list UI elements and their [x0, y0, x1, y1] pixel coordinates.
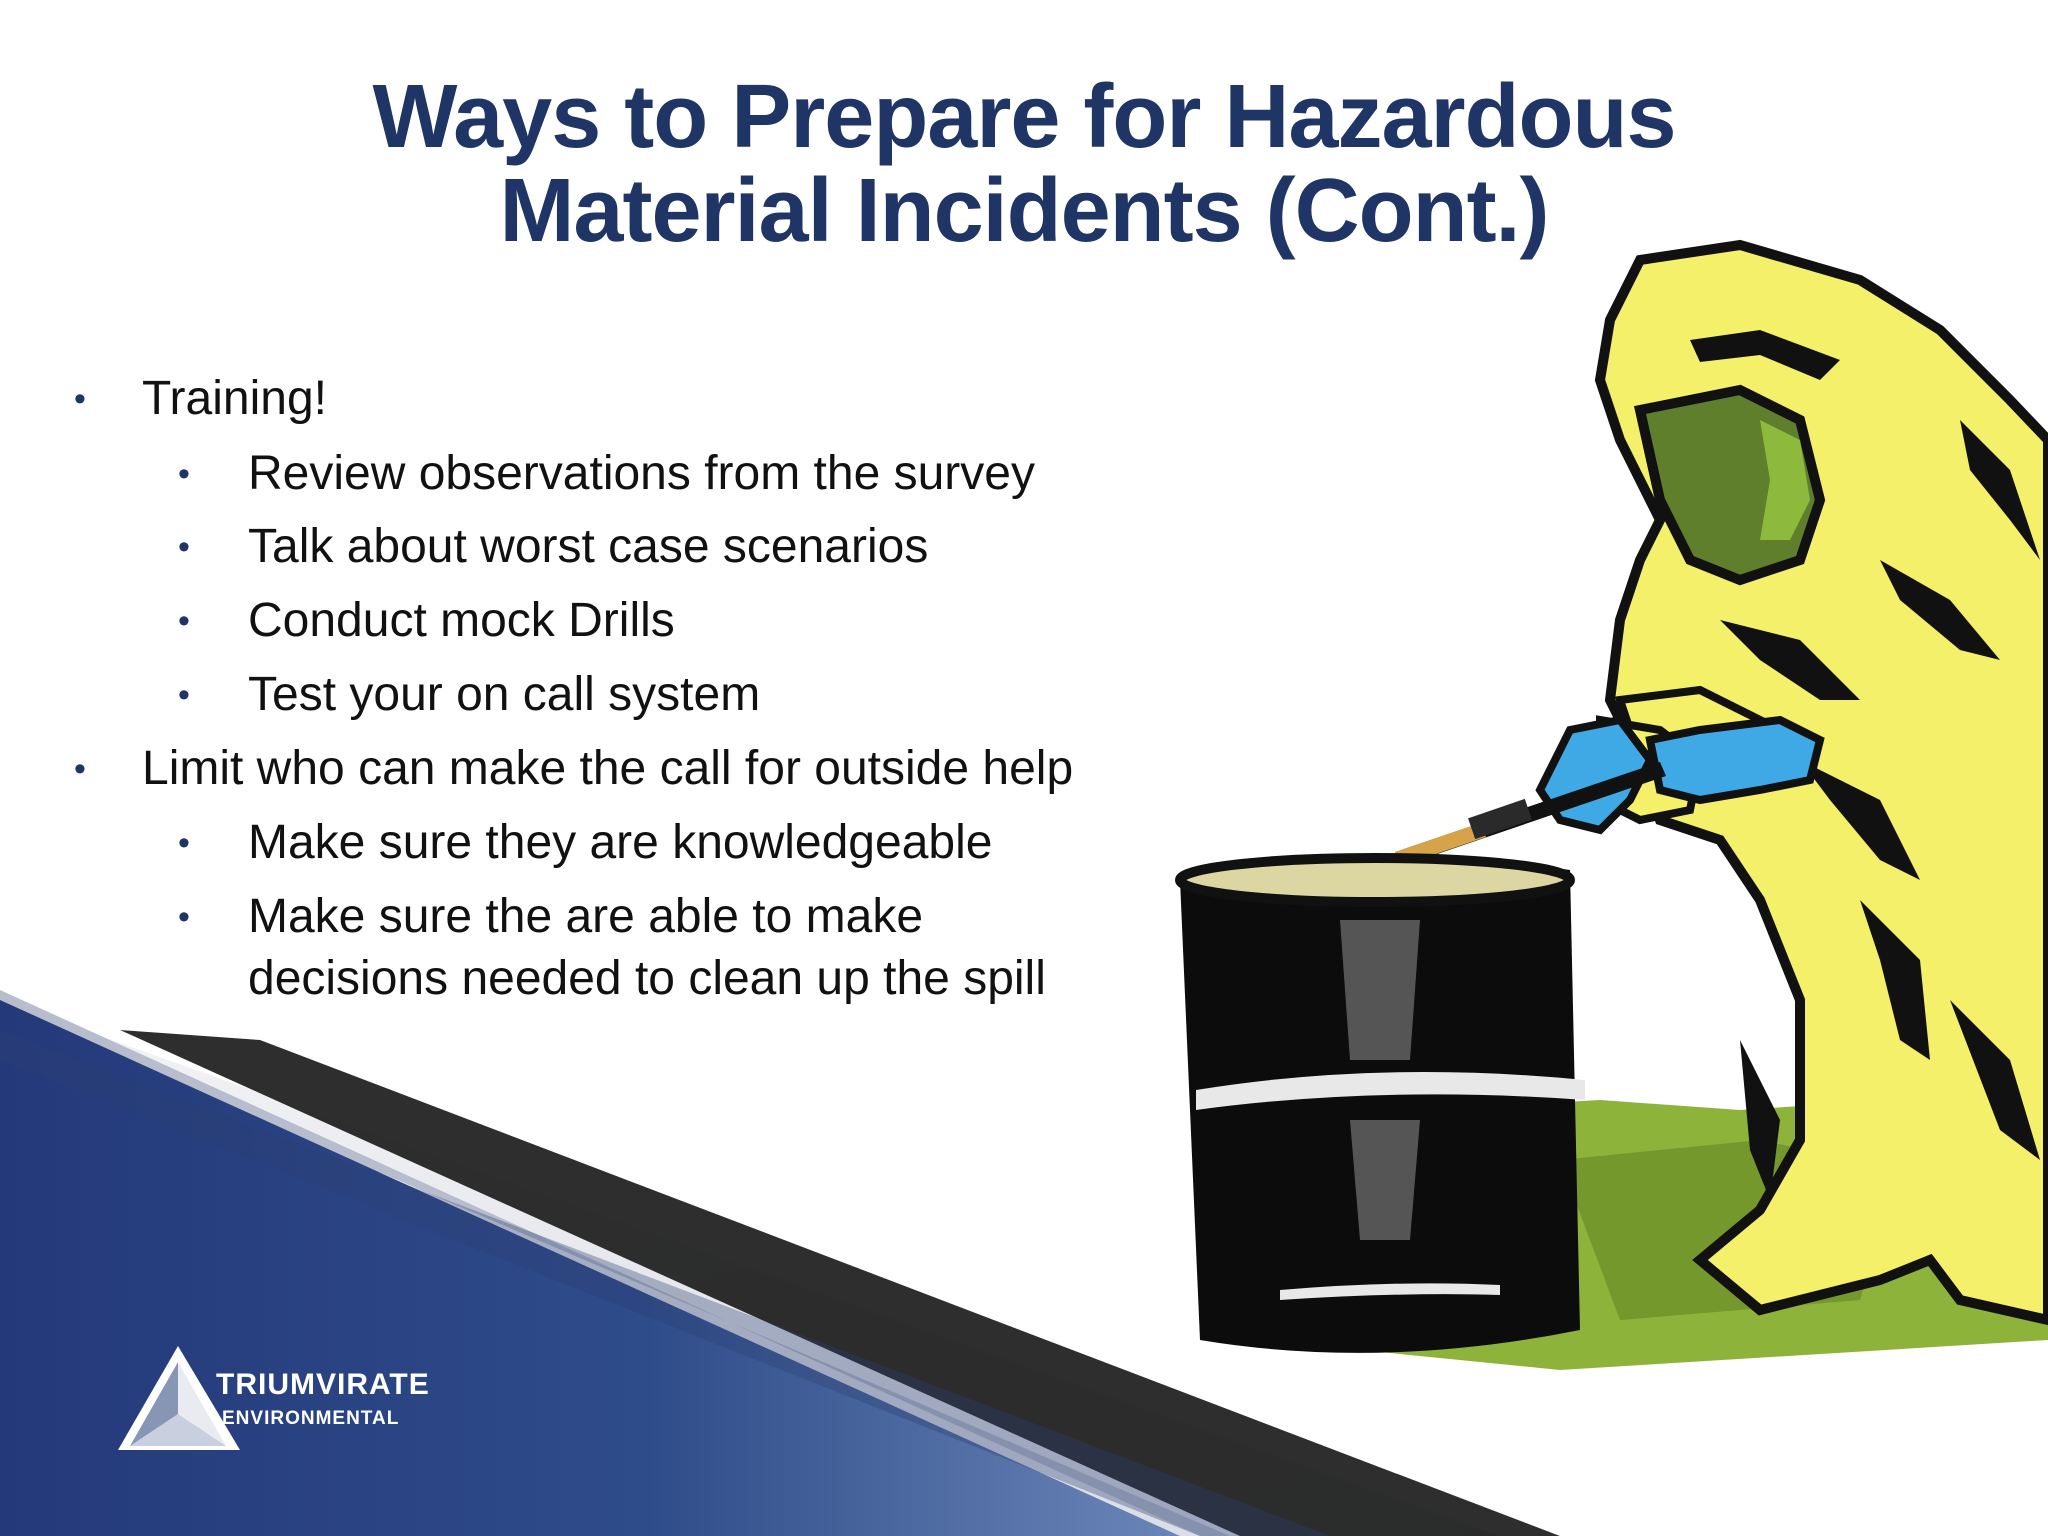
bullet-item: [178, 590, 1148, 652]
slide-title-line-1: Ways to Prepare for Hazardous: [372, 67, 1676, 167]
bullet-item: [178, 812, 1148, 874]
bullet-text: Talk about worst case scenarios: [248, 520, 929, 573]
logo-subname: ENVIRONMENTAL: [222, 1408, 400, 1429]
bullet-text: Make sure the are able to make decisions needed to clean up the spill: [248, 890, 1046, 1005]
bullet-text: Test your on call system: [248, 668, 761, 721]
bullet-dot: •: [178, 602, 190, 640]
oil-drum-icon: [1180, 857, 1585, 1353]
slide-title-line-2: Material Incidents (Cont.): [499, 161, 1549, 261]
bullet-item: [178, 516, 1148, 578]
bullet-dot: •: [178, 528, 190, 566]
bullet-list: [0, 0, 1200, 1100]
bullet-text: Review observations from the survey: [248, 447, 1035, 500]
bullet-dot: •: [74, 380, 86, 418]
logo-name: TRIUMVIRATE: [216, 1368, 430, 1401]
bullet-dot: •: [178, 898, 190, 936]
company-logo: [116, 1342, 436, 1462]
bullet-dot: •: [178, 455, 190, 493]
bullet-text: Limit who can make the call for outside help: [142, 742, 1074, 795]
bullet-item: [74, 368, 327, 430]
bullet-text: Conduct mock Drills: [248, 594, 675, 647]
bullet-dot: •: [178, 676, 190, 714]
bullet-dot: •: [178, 824, 190, 862]
bullet-item: [178, 664, 1148, 726]
bullet-text: Make sure they are knowledgeable: [248, 816, 993, 869]
bullet-text: Training!: [142, 372, 327, 425]
bullet-item: [74, 738, 1074, 800]
bullet-item: [178, 443, 1148, 505]
bullet-dot: •: [74, 750, 86, 788]
bullet-item: [178, 886, 1128, 1010]
